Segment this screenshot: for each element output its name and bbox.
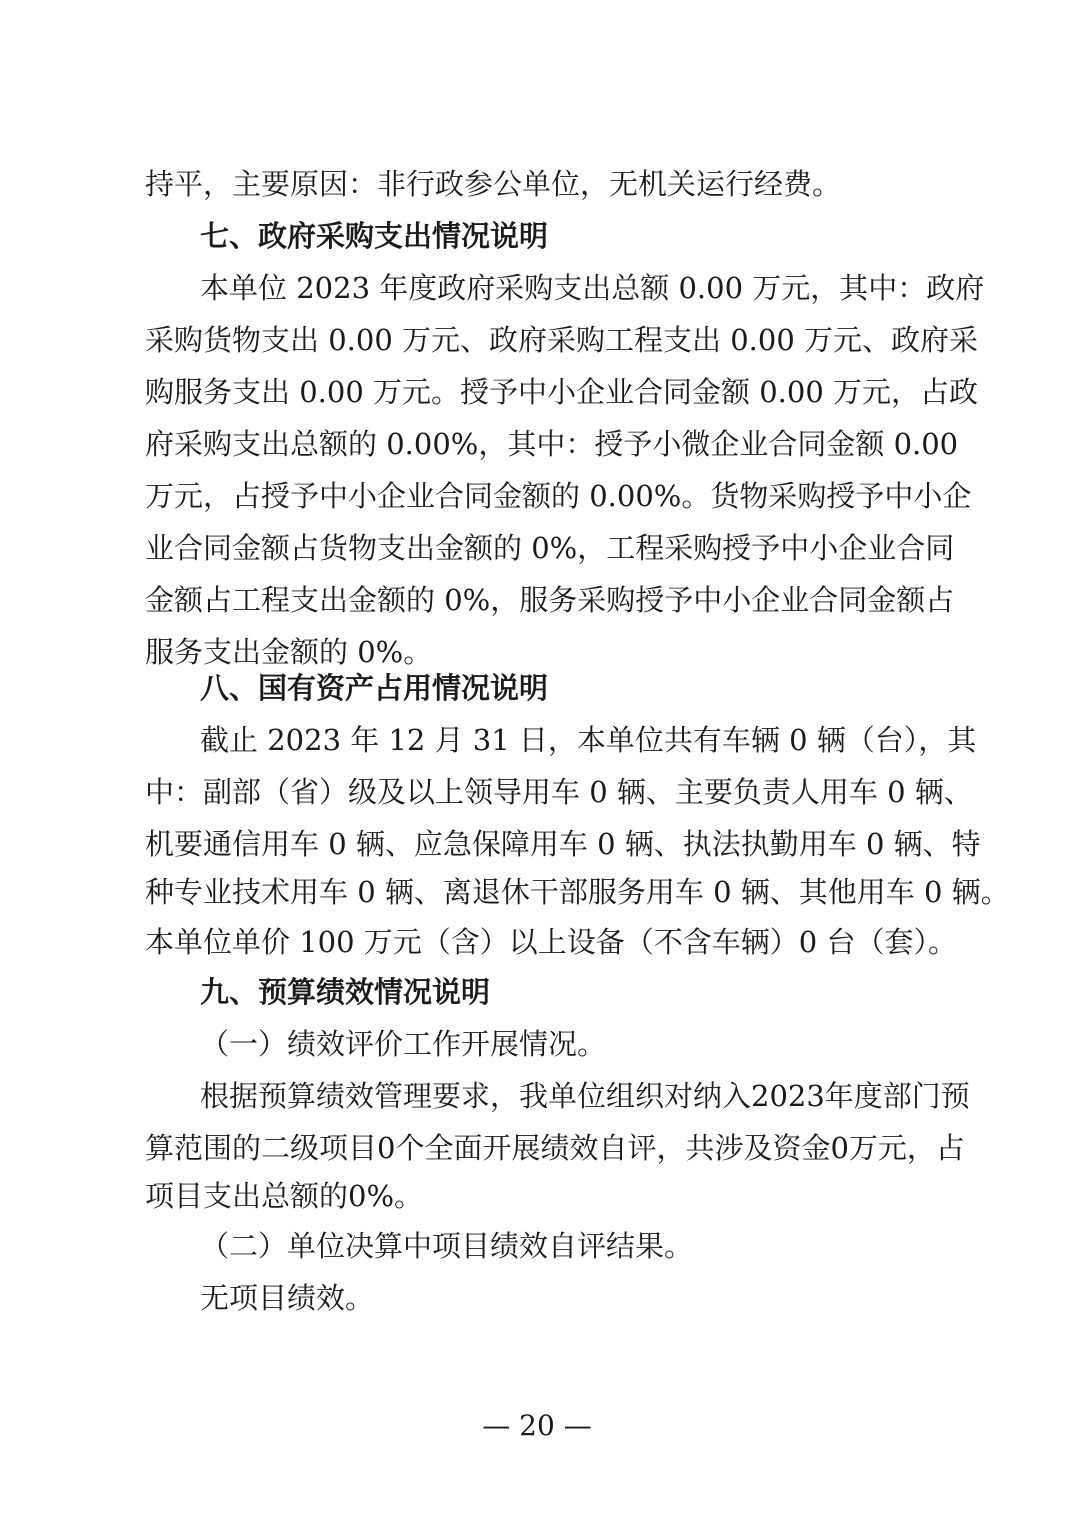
paragraph-line: 算范围的二级项目0个全面开展绩效自评，共涉及资金0万元，占 (145, 1131, 965, 1165)
paragraph-line: 业合同金额占货物支出金额的 0%，工程采购授予中小企业合同 (145, 531, 955, 565)
paragraph-line: 本单位单价 100 万元（含）以上设备（不含车辆）0 台（套）。 (145, 925, 957, 959)
paragraph-line: 购服务支出 0.00 万元。授予中小企业合同金额 0.00 万元，占政 (145, 375, 979, 409)
subheading-2: （二）单位决算中项目绩效自评结果。 (200, 1229, 694, 1263)
paragraph-line: 种专业技术用车 0 辆、离退休干部服务用车 0 辆、其他用车 0 辆。 (145, 875, 1010, 909)
section-heading-8: 八、国有资产占用情况说明 (200, 671, 549, 705)
section-heading-7: 七、政府采购支出情况说明 (200, 219, 549, 253)
paragraph-line: 金额占工程支出金额的 0%，服务采购授予中小企业合同金额占 (145, 583, 955, 617)
paragraph-line: 中：副部（省）级及以上领导用车 0 辆、主要负责人用车 0 辆、 (145, 775, 973, 809)
paragraph-line: 采购货物支出 0.00 万元、政府采购工程支出 0.00 万元、政府采 (145, 323, 979, 357)
paragraph-line: 服务支出金额的 0%。 (145, 635, 433, 669)
paragraph-line: 机要通信用车 0 辆、应急保障用车 0 辆、执法执勤用车 0 辆、特 (145, 827, 981, 861)
paragraph-line: 截止 2023 年 12 月 31 日，本单位共有车辆 0 辆（台），其 (200, 723, 977, 757)
paragraph-line: 项目支出总额的0%。 (145, 1179, 424, 1213)
page-number: — 20 — (482, 1409, 592, 1442)
paragraph-line: 本单位 2023 年度政府采购支出总额 0.00 万元，其中：政府 (200, 271, 985, 305)
paragraph-line: 根据预算绩效管理要求，我单位组织对纳入2023年度部门预 (200, 1079, 970, 1113)
paragraph-line: 府采购支出总额的 0.00%，其中：授予小微企业合同金额 0.00 (145, 427, 959, 461)
paragraph-line: 无项目绩效。 (200, 1281, 375, 1315)
section-heading-9: 九、预算绩效情况说明 (200, 975, 491, 1009)
paragraph-line: 万元，占授予中小企业合同金额的 0.00%。货物采购授予中小企 (145, 479, 972, 513)
paragraph-line: 持平，主要原因：非行政参公单位，无机关运行经费。 (145, 167, 842, 201)
subheading-1: （一）绩效评价工作开展情况。 (200, 1027, 607, 1061)
